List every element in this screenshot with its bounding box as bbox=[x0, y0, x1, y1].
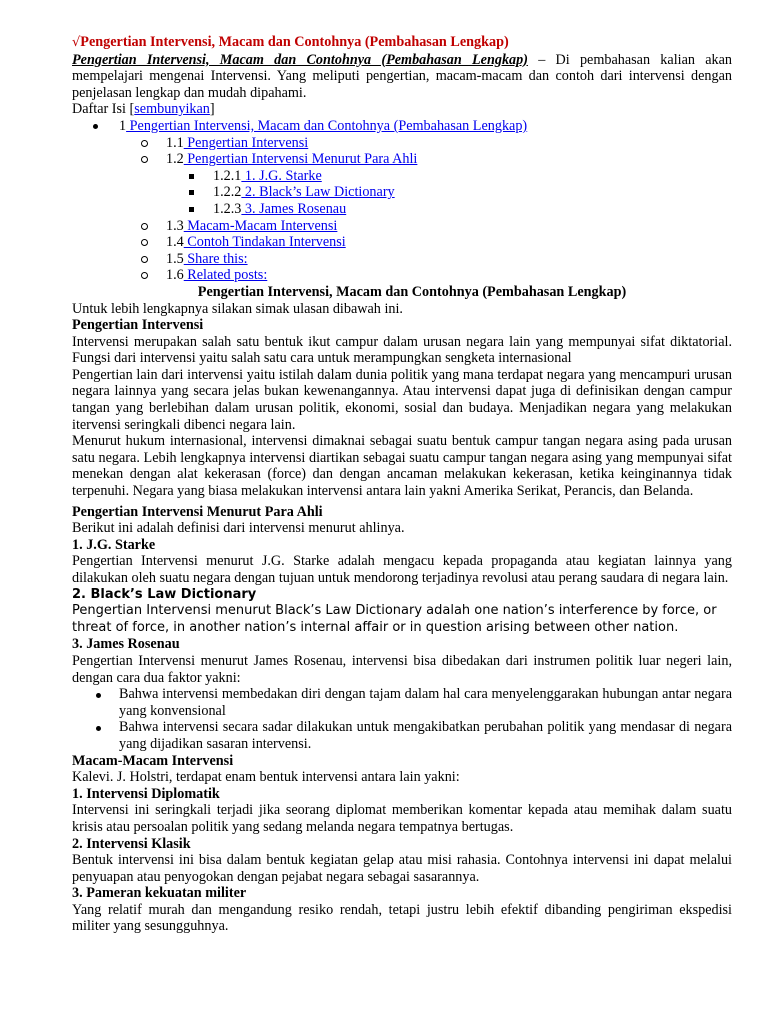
bullet-circle-icon bbox=[141, 140, 148, 147]
toc-link[interactable]: Pengertian Intervensi, Macam dan Contohnya (Pembahasan Lengkap) bbox=[126, 117, 528, 134]
paragraph: Yang relatif murah dan mengandung resiko rendah, tetapi justru lebih efektif dibanding pengiriman ekspedisi militer yang sesungguhnya. bbox=[72, 901, 732, 935]
paragraph: Pengertian Intervensi menurut James Rosenau, intervensi bisa dibedakan dari instrumen politik luar negeri lain, dengan cara dua faktor yakni: bbox=[72, 652, 732, 686]
toc-header: Daftar Isi [sembunyikan] bbox=[72, 101, 215, 118]
paragraph: Bentuk intervensi ini bisa dalam bentuk kegiatan gelap atau misi rahasia. Contohnya intervensi ini dapat melalui penyuapan atau penyogokan dengan pejabat negara sebagai sasarannya. bbox=[72, 852, 732, 885]
bullet-circle-icon bbox=[141, 272, 148, 279]
subheading-klasik: 2. Intervensi Klasik bbox=[72, 835, 191, 852]
toc-link[interactable]: 2. Black’s Law Dictionary bbox=[241, 184, 395, 201]
paragraph: Pengertian lain dari intervensi yaitu istilah dalam dunia politik yang mana terdapat negara yang mencampuri urusan negara lainnya yang secara jelas bukan kewenangannya. Atau intervensi dapat juga di definisikan dengan campur tangan yang berlebihan dalam urusan politik, ekonomi, sosial dan budaya. Menjadikan negara yang melakukan itervensi seringkali dibenci negara lain. bbox=[72, 366, 732, 433]
main-heading: Pengertian Intervensi, Macam dan Contohnya (Pembahasan Lengkap) bbox=[197, 283, 627, 300]
bullet-disc-icon bbox=[93, 124, 98, 129]
subheading-diplomatik: 1. Intervensi Diplomatik bbox=[72, 785, 220, 802]
toc-link[interactable]: 3. James Rosenau bbox=[241, 200, 347, 217]
toc-link[interactable]: Pengertian Intervensi Menurut Para Ahli bbox=[183, 151, 418, 168]
subheading-rosenau: 3. James Rosenau bbox=[72, 636, 180, 653]
toc-item: 1 Pengertian Intervensi, Macam dan Contohnya (Pembahasan Lengkap) bbox=[72, 118, 732, 135]
toc-item: 1.1 Pengertian Intervensi bbox=[72, 135, 732, 152]
section-heading-pengertian: Pengertian Intervensi bbox=[72, 317, 204, 334]
check-icon: √ bbox=[72, 35, 81, 50]
bullet-disc-icon bbox=[96, 693, 101, 698]
bullet-circle-icon bbox=[141, 256, 148, 263]
toc-toggle-link[interactable]: sembunyikan bbox=[134, 101, 210, 118]
toc-link[interactable]: Related posts: bbox=[183, 267, 268, 284]
paragraph: Pengertian Intervensi menurut Black’s Law Dictionary adalah one nation’s interference by force, or threat of force, in another nation’s internal affair or in question arising between other nation. bbox=[72, 603, 717, 635]
lead-text: Untuk lebih lengkapnya silakan simak ulasan dibawah ini. bbox=[72, 300, 403, 317]
paragraph: Berikut ini adalah definisi dari intervensi menurut ahlinya. bbox=[72, 520, 405, 537]
intro-paragraph: Pengertian Intervensi, Macam dan Contohnya (Pembahasan Lengkap) – Di pembahasan kalian akan mempelajari mengenai Intervensi. Yang meliputi pengertian, macam-macam dan contoh dari intervensi dengan penjelasan lengkap dan mudah dipahami. bbox=[72, 51, 732, 101]
bullet-circle-icon bbox=[141, 156, 148, 163]
toc-item: 1.5 Share this: bbox=[72, 251, 732, 268]
toc-link[interactable]: Share this: bbox=[183, 250, 248, 267]
paragraph: Kalevi. J. Holstri, terdapat enam bentuk intervensi antara lain yakni: bbox=[72, 769, 460, 786]
toc-link[interactable]: Contoh Tindakan Intervensi bbox=[183, 234, 346, 251]
article bbox=[72, 34, 732, 935]
list-item: Bahwa intervensi membedakan diri dengan tajam dalam hal cara menyelenggarakan hubungan antar negara yang konvensional bbox=[72, 686, 732, 719]
bullet-circle-icon bbox=[141, 239, 148, 246]
subheading-militer: 3. Pameran kekuatan militer bbox=[72, 885, 247, 902]
bullet-square-icon bbox=[189, 190, 194, 195]
bullet-list bbox=[72, 686, 732, 752]
table-of-contents bbox=[72, 118, 732, 284]
bullet-square-icon bbox=[189, 174, 194, 179]
intro-lead: Pengertian Intervensi, Macam dan Contohnya (Pembahasan Lengkap) bbox=[72, 51, 528, 68]
toc-item: 1.2.3 3. James Rosenau bbox=[72, 201, 732, 218]
paragraph: Intervensi merupakan salah satu bentuk ikut campur dalam urusan negara lain yang mempunyai sifat diktatorial. Fungsi dari intervensi yaitu salah satu cara untuk merampungkan sengketa internasional bbox=[72, 333, 732, 367]
subheading-starke: 1. J.G. Starke bbox=[72, 536, 156, 553]
toc-item: 1.4 Contoh Tindakan Intervensi bbox=[72, 234, 732, 251]
toc-link[interactable]: 1. J.G. Starke bbox=[241, 167, 322, 184]
toc-link[interactable]: Macam-Macam Intervensi bbox=[183, 217, 338, 234]
list-item: Bahwa intervensi secara sadar dilakukan untuk mengakibatkan perubahan politik yang mendasar di negara yang dijadikan sasaran intervensi. bbox=[72, 719, 732, 752]
toc-link[interactable]: Pengertian Intervensi bbox=[183, 134, 309, 151]
subheading-blacks-law: 2. Black’s Law Dictionary bbox=[72, 586, 257, 602]
bullet-circle-icon bbox=[141, 223, 148, 230]
toc-item: 1.2.1 1. J.G. Starke bbox=[72, 168, 732, 185]
toc-item: 1.2.2 2. Black’s Law Dictionary bbox=[72, 184, 732, 201]
toc-item: 1.6 Related posts: bbox=[72, 267, 732, 284]
section-heading-macam: Macam-Macam Intervensi bbox=[72, 752, 234, 769]
paragraph: Intervensi ini seringkali terjadi jika seorang diplomat memberikan komentar kepada atau memihak dalam suatu krisis atau persoalan politik yang sedang melanda negara tempatnya bertugas. bbox=[72, 802, 732, 835]
article-title: √Pengertian Intervensi, Macam dan Contohnya (Pembahasan Lengkap) bbox=[72, 34, 509, 50]
bullet-disc-icon bbox=[96, 726, 101, 731]
toc-item: 1.3 Macam-Macam Intervensi bbox=[72, 218, 732, 235]
paragraph: Pengertian Intervensi menurut J.G. Starke adalah mengacu kepada propaganda atau kegiatan lainnya yang dilakukan oleh suatu negara dengan tujuan untuk mendorong terjadinya revolusi atau perang saudara di negara lain. bbox=[72, 553, 732, 586]
toc-item: 1.2 Pengertian Intervensi Menurut Para Ahli bbox=[72, 151, 732, 168]
section-heading-para-ahli: Pengertian Intervensi Menurut Para Ahli bbox=[72, 503, 323, 520]
paragraph: Menurut hukum internasional, intervensi dimaknai sebagai suatu bentuk campur tangan negara asing pada urusan satu negara. Lebih lengkapnya intervensi diartikan sebagai suatu campur tangan negara asing yang mempunyai sifat menekan dengan alat kekerasan (force) dan dengan ancaman melakukan kekerasan, ketika keinginannya tidak terpenuhi. Negara yang biasa melakukan intervensi antara lain yakni Amerika Serikat, Perancis, dan Belanda. bbox=[72, 433, 732, 500]
bullet-square-icon bbox=[189, 207, 194, 212]
